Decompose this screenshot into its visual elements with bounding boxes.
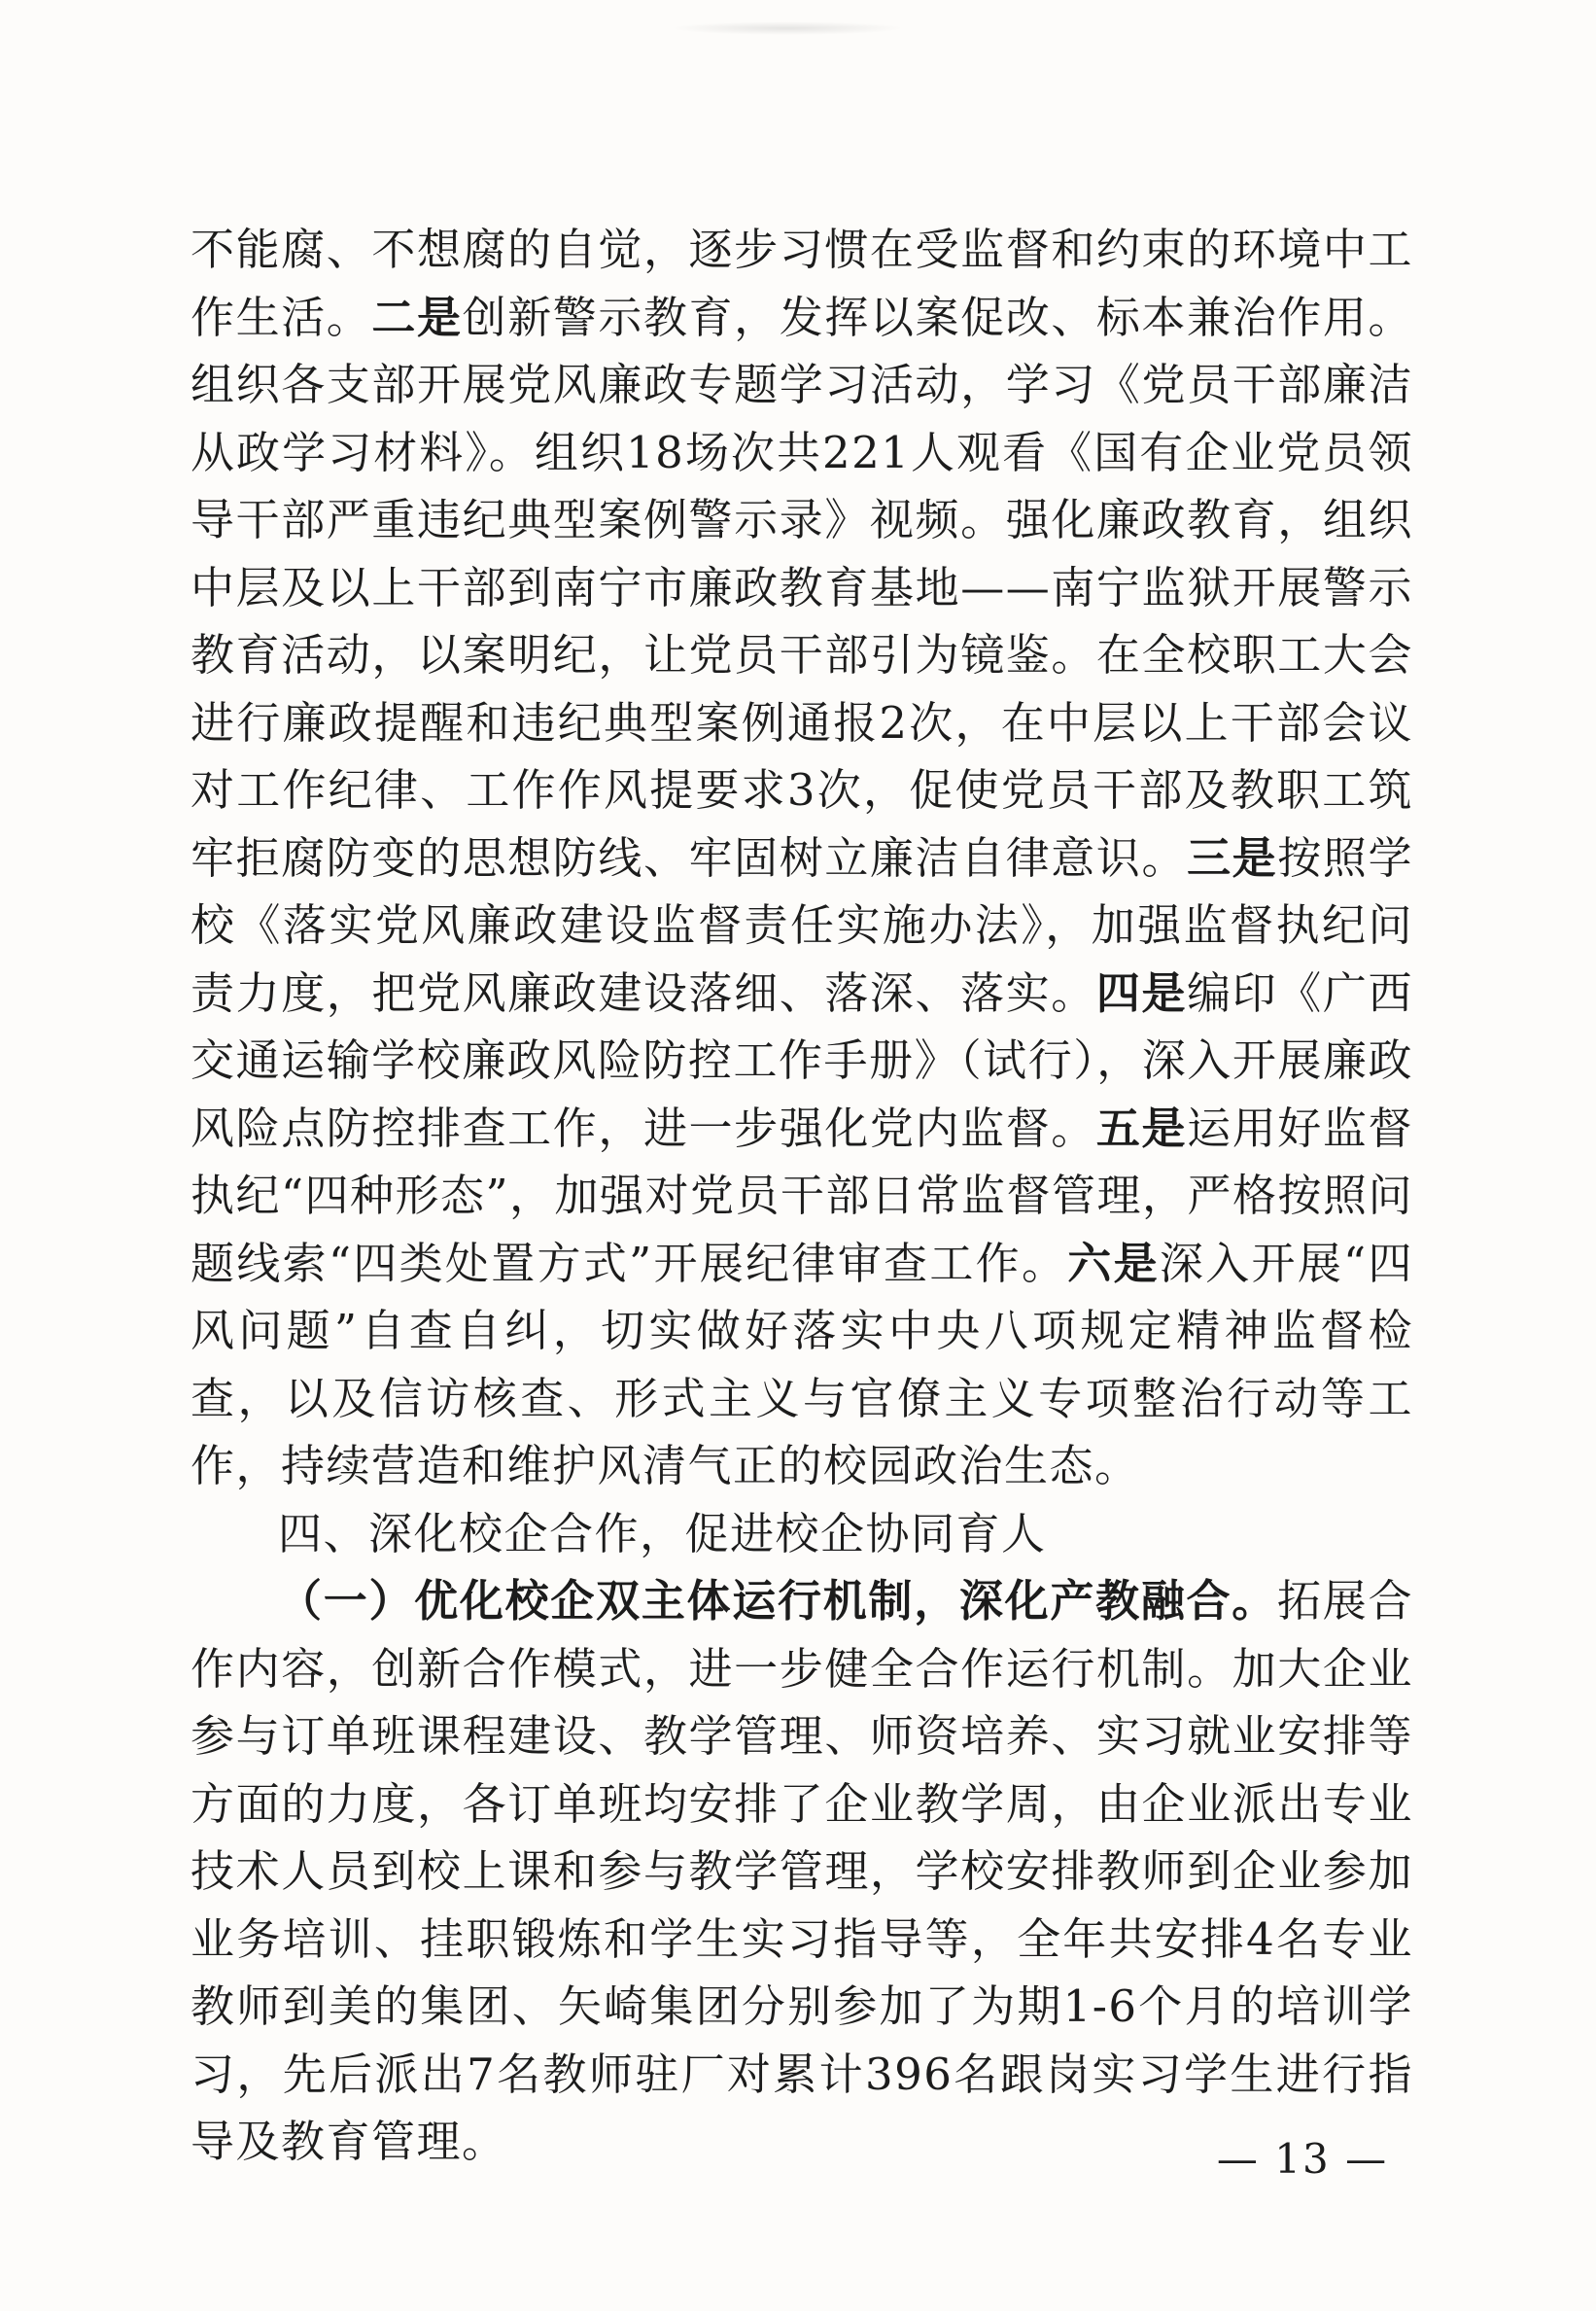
page-number: — 13 — [1216,2135,1389,2183]
subsection-body: 拓展合作内容，创新合作模式，进一步健全合作运行机制。加大企业参与订单班课程建设、教学管理、师资培养、实习就业安排等方面的力度，各订单班均安排了企业教学周，由企业派出专业技术人员到校上课和参与教学管理，学校安排教师到企业参加业务培训、挂职锻炼和学生实习指导等，全年共安排4名专业教师到美的集团、矢崎集团分别参加了为期1-6个月的培训学习，先后派出7名教师驻厂对累计396名跟岗实习学生进行指导及教育管理。 [191,1575,1413,2167]
section-heading: 四、深化校企合作，促进校企协同育人 [278,1507,1047,1559]
continuation-paragraph [191,216,1413,1500]
bold-marker-5: 五是 [1095,1102,1188,1154]
para-segment: 按照学校《落实党风廉政建设监督责任实施办法》，加强监督执纪问责力度，把党风廉政建设落细、落深、落实。 [191,831,1413,1019]
bold-marker-4: 四是 [1095,966,1188,1019]
bold-marker-2: 二是 [371,291,463,343]
body-text [191,216,1413,2176]
scan-smudge [671,21,904,35]
para-segment: 运用好监督执纪“四种形态”，加强对党员干部日常监督管理，严格按照问题线索“四类处置方式”开展纪律审查工作。 [191,1102,1414,1289]
para-segment: 编印《广西交通运输学校廉政风险防控工作手册》（试行），深入开展廉政风险点防控排查工作，进一步强化党内监督。 [191,966,1413,1154]
para-segment: 不能腐、不想腐的自觉，逐步习惯在受监督和约束的环境中工作生活。 [191,224,1413,343]
bold-marker-6: 六是 [1067,1237,1160,1289]
para-segment: 深入开展“四风问题”自查自纠，切实做好落实中央八项规定精神监督检查，以及信访核查、形式主义与官僚主义专项整治行动等工作，持续营造和维护风清气正的校园政治生态。 [191,1237,1413,1491]
bold-marker-3: 三是 [1187,831,1278,884]
subsection-title: （一）优化校企双主体运行机制，深化产教融合。 [278,1575,1278,1627]
para-segment: 创新警示教育，发挥以案促改、标本兼治作用。组织各支部开展党风廉政专题学习活动，学习《党员干部廉洁从政学习材料》。组织18场次共221人观看《国有企业党员领导干部严重违纪典型案例警示录》视频。强化廉政教育，组织中层及以上干部到南宁市廉政教育基地——南宁监狱开展警示教育活动，以案明纪，让党员干部引为镜鉴。在全校职工大会进行廉政提醒和违纪典型案例通报2次，在中层以上干部会议对工作纪律、工作作风提要求3次，促使党员干部及教职工筑牢拒腐防变的思想防线、牢固树立廉洁自律意识。 [191,291,1413,884]
subsection-paragraph [191,1567,1413,2176]
